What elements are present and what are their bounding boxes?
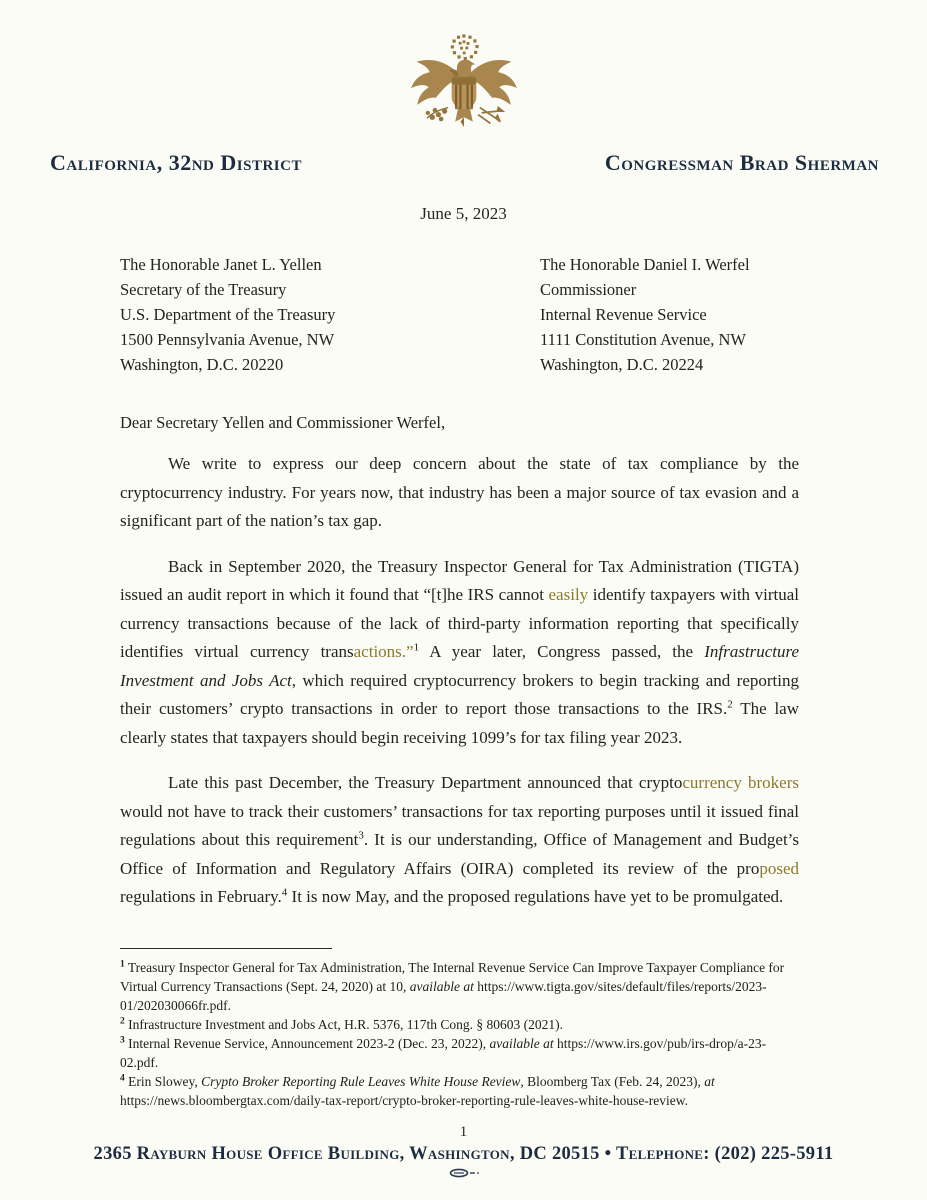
text-segment: https://news.bloombergtax.com/daily-tax-report/crypto-broker-reporting-rule-leaves-white-house-review.: [120, 1092, 689, 1108]
text-segment: Crypto Broker Reporting Rule Leaves White House Review: [201, 1073, 521, 1089]
text-segment: Erin Slowey,: [128, 1073, 202, 1089]
address-line: Secretary of the Treasury: [120, 280, 287, 299]
text-segment: 2: [727, 698, 733, 711]
text-segment: Back in September 2020, the Treasury Inspector General for Tax Administration (TIGTA) issued an audit report in which it found that “[t]he IRS cannot: [120, 556, 799, 604]
footnote: [120, 1072, 799, 1110]
text-segment: Treasury Inspector General for Tax Administration, The Internal Revenue Service Can Improve Taxpayer Compliance for Virtual Currency Transactions (Sept. 24, 2020) at 10,: [120, 959, 785, 994]
text-segment: We write to express our deep concern about the state of tax compliance by the cryptocurrency industry. For years now, that industry has been a major source of tax evasion and a significant part of the nation’s tax gap.: [120, 454, 799, 530]
letter-footer: [0, 1144, 927, 1184]
masthead: [0, 140, 927, 176]
text-segment: , which required cryptocurrency brokers to begin tracking and reporting their customers’ crypto transactions in order to report those transactions to the IRS.: [120, 670, 799, 718]
address-line: Internal Revenue Service: [540, 305, 707, 324]
footnote-marker: 3: [120, 1035, 125, 1045]
footnote: [120, 958, 799, 1015]
text-segment: It is now May, and the proposed regulations have yet to be promulgated.: [287, 887, 784, 906]
text-segment: posed: [759, 858, 799, 878]
recipient-yellen-address: [120, 252, 540, 377]
salutation: Dear Secretary Yellen and Commissioner Werfel,: [120, 413, 446, 432]
text-segment: actions.”: [353, 642, 414, 661]
text-segment: currency brokers: [682, 773, 799, 792]
text-segment: https://www.tigta.gov/sites/default/files/reports/2023-01/202030066fr.pdf.: [120, 978, 767, 1013]
address-line: Commissioner: [540, 280, 637, 299]
letter-date: June 5, 2023: [420, 204, 507, 223]
text-segment: available at: [489, 1035, 554, 1051]
address-line: 1111 Constitution Avenue, NW: [540, 330, 746, 349]
text-segment: regulations in February.: [120, 887, 282, 906]
district-title: California, 32nd District: [50, 150, 302, 175]
office-address-footer: 2365 Rayburn House Office Building, Washington, DC 20515 • Telephone: (202) 225-5911: [93, 1144, 834, 1164]
text-segment: 1: [413, 641, 420, 654]
footnote-marker: 1: [120, 959, 125, 969]
text-segment: A year later, Congress passed, the: [419, 642, 705, 661]
text-segment: identify taxpayers with virtual currency transactions because of the lack of third-party information reporting that specifically identifies virtual currency trans: [120, 585, 799, 661]
text-segment: Infrastructure Investment and Jobs Act: [120, 642, 799, 690]
address-line: 1500 Pennsylvania Avenue, NW: [120, 330, 335, 349]
letter-paragraph: [120, 769, 799, 912]
text-segment: would not have to track their customers’ transactions for tax reporting purposes until it issued final regulations about this requirement: [120, 801, 799, 849]
letter-paragraph: [120, 450, 799, 536]
page-number: 1: [459, 1123, 468, 1140]
text-segment: 3: [358, 829, 364, 842]
text-segment: at: [704, 1073, 715, 1089]
text-segment: Late this past December, the Treasury Department announced that crypto: [168, 773, 683, 792]
text-segment: https://www.irs.gov/pub/irs-drop/a-23-02.pdf.: [120, 1035, 767, 1070]
address-line: The Honorable Daniel I. Werfel: [540, 255, 750, 274]
address-line: The Honorable Janet L. Yellen: [120, 255, 322, 274]
seal-shield: [451, 78, 476, 111]
letter-body: [0, 450, 927, 912]
footnote-marker: 2: [120, 1016, 125, 1026]
seal-olive-branch: [425, 108, 447, 122]
text-segment: The law clearly states that taxpayers should begin receiving 1099’s for tax filing year 2023.: [120, 699, 799, 747]
seal-arrows: [478, 108, 503, 124]
text-segment: , Bloomberg Tax (Feb. 24, 2023),: [520, 1073, 705, 1089]
footnote-divider: [120, 948, 332, 949]
address-line: Washington, D.C. 20224: [540, 355, 704, 374]
seal-stars: [450, 34, 478, 60]
recipient-werfel-address: [540, 252, 807, 377]
text-segment: . It is our understanding, Office of Management and Budget’s Office of Information and Regulatory Affairs (OIRA) completed its review of the pro: [120, 830, 800, 878]
footnote-marker: 4: [120, 1073, 125, 1083]
union-bug-icon: [0, 1166, 927, 1184]
text-segment: 4: [281, 886, 288, 899]
recipient-blocks: [0, 252, 927, 377]
text-segment: Internal Revenue Service, Announcement 2023-2 (Dec. 23, 2022),: [128, 1035, 490, 1051]
footnotes-section: [0, 948, 927, 1110]
footnote: [120, 1015, 799, 1034]
address-line: U.S. Department of the Treasury: [120, 305, 336, 324]
text-segment: available at: [409, 978, 474, 994]
address-line: Washington, D.C. 20220: [120, 355, 284, 374]
footnote: [120, 1034, 799, 1072]
seal-container: [0, 0, 927, 140]
letter-paragraph: [120, 553, 799, 753]
text-segment: easily: [548, 585, 589, 604]
great-seal-eagle-icon: [402, 30, 526, 134]
text-segment: Infrastructure Investment and Jobs Act, H.R. 5376, 117th Cong. § 80603 (2021).: [128, 1016, 563, 1032]
congressman-name: Congressman Brad Sherman: [604, 150, 879, 175]
